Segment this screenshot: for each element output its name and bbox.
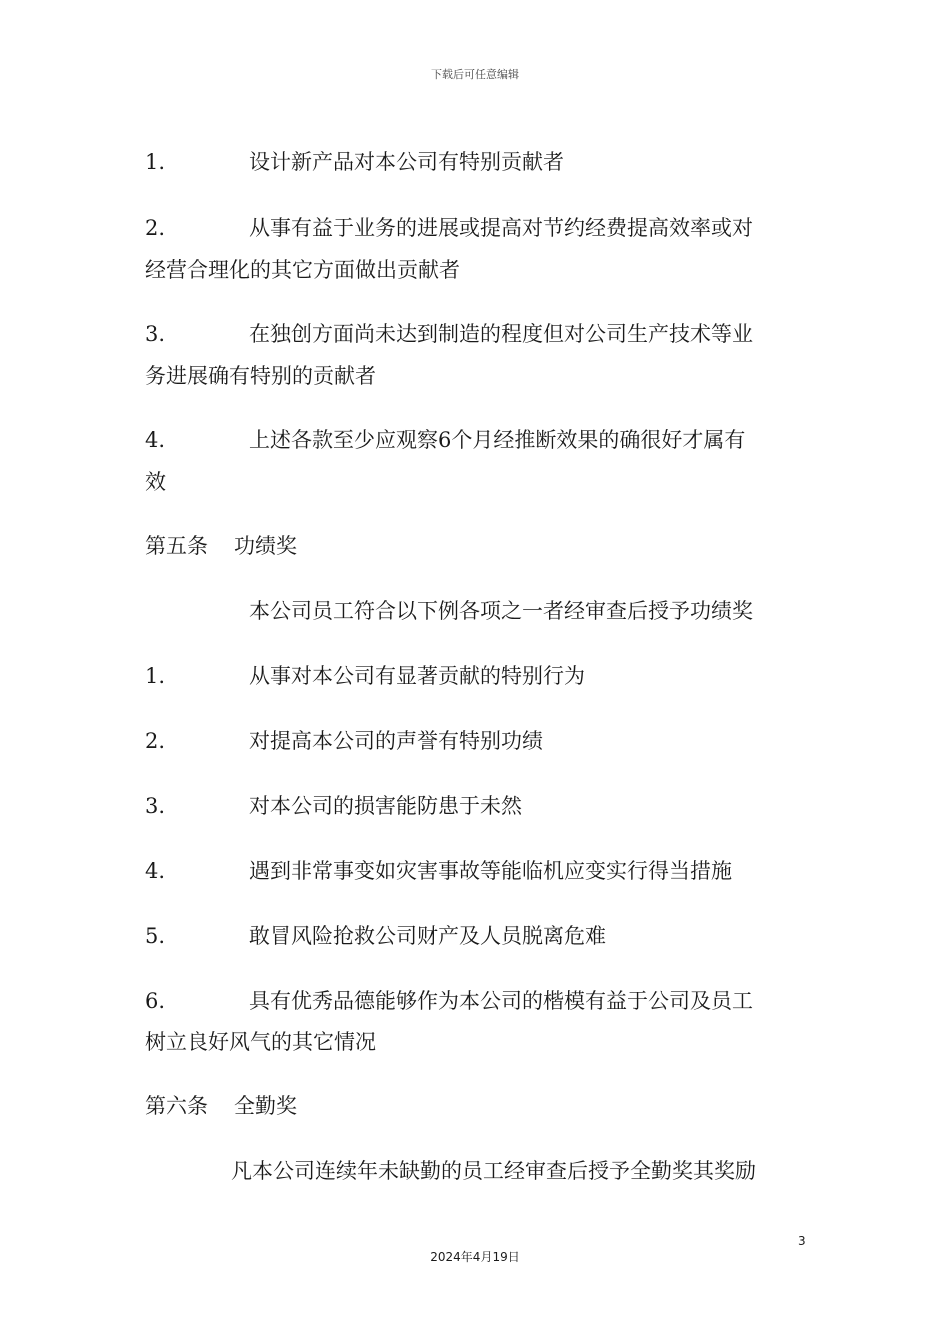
article-number: 第五条 xyxy=(145,534,208,558)
list-item xyxy=(145,924,810,949)
item-number: 6. xyxy=(145,989,166,1013)
page-footer-date: 2024年4月19日 xyxy=(430,1250,520,1264)
list-item-continuation: 务进展确有特别的贡献者 xyxy=(145,364,376,388)
list-item-continuation: 效 xyxy=(145,470,166,494)
item-text: 从事有益于业务的进展或提高对节约经费提高效率或对 xyxy=(249,216,753,240)
item-text: 设计新产品对本公司有特别贡献者 xyxy=(249,150,564,174)
item-number: 1. xyxy=(145,664,166,688)
intro-text: 凡本公司连续年未缺勤的员工经审查后授予全勤奖其奖励 xyxy=(231,1159,756,1183)
item-number: 4. xyxy=(145,859,166,883)
list-item-continuation: 经营合理化的其它方面做出贡献者 xyxy=(145,258,460,282)
item-number: 3. xyxy=(145,794,166,818)
list-item-continuation: 树立良好风气的其它情况 xyxy=(145,1030,376,1054)
list-item xyxy=(145,322,810,347)
page-header: 下载后可任意编辑 xyxy=(431,68,519,81)
article-heading xyxy=(145,1094,810,1119)
item-number: 2. xyxy=(145,729,166,753)
item-number: 2. xyxy=(145,216,166,240)
item-number: 3. xyxy=(145,322,166,346)
item-text: 对提高本公司的声誉有特别功绩 xyxy=(249,729,543,753)
list-item xyxy=(145,664,810,689)
list-item xyxy=(145,729,810,754)
intro-text: 本公司员工符合以下例各项之一者经审查后授予功绩奖 xyxy=(249,599,753,623)
list-item xyxy=(145,150,810,175)
item-text: 敢冒风险抢救公司财产及人员脱离危难 xyxy=(249,924,606,948)
item-number: 5. xyxy=(145,924,166,948)
item-text: 对本公司的损害能防患于未然 xyxy=(249,794,522,818)
article-intro xyxy=(145,599,810,624)
article-intro xyxy=(145,1159,810,1184)
item-text: 在独创方面尚未达到制造的程度但对公司生产技术等业 xyxy=(249,322,753,346)
item-number: 4. xyxy=(145,428,166,452)
article-title: 功绩奖 xyxy=(234,534,297,558)
item-text: 从事对本公司有显著贡献的特别行为 xyxy=(249,664,585,688)
list-item xyxy=(145,859,810,884)
item-text: 遇到非常事变如灾害事故等能临机应变实行得当措施 xyxy=(249,859,732,883)
article-number: 第六条 xyxy=(145,1094,208,1118)
list-item xyxy=(145,216,810,241)
item-text: 具有优秀品德能够作为本公司的楷模有益于公司及员工 xyxy=(249,989,753,1013)
page-number: 3 xyxy=(798,1234,806,1248)
item-number: 1. xyxy=(145,150,166,174)
article-heading xyxy=(145,534,810,559)
item-text: 上述各款至少应观察6个月经推断效果的确很好才属有 xyxy=(249,428,746,452)
list-item xyxy=(145,794,810,819)
article-title: 全勤奖 xyxy=(234,1094,297,1118)
list-item xyxy=(145,989,810,1014)
list-item xyxy=(145,428,810,453)
